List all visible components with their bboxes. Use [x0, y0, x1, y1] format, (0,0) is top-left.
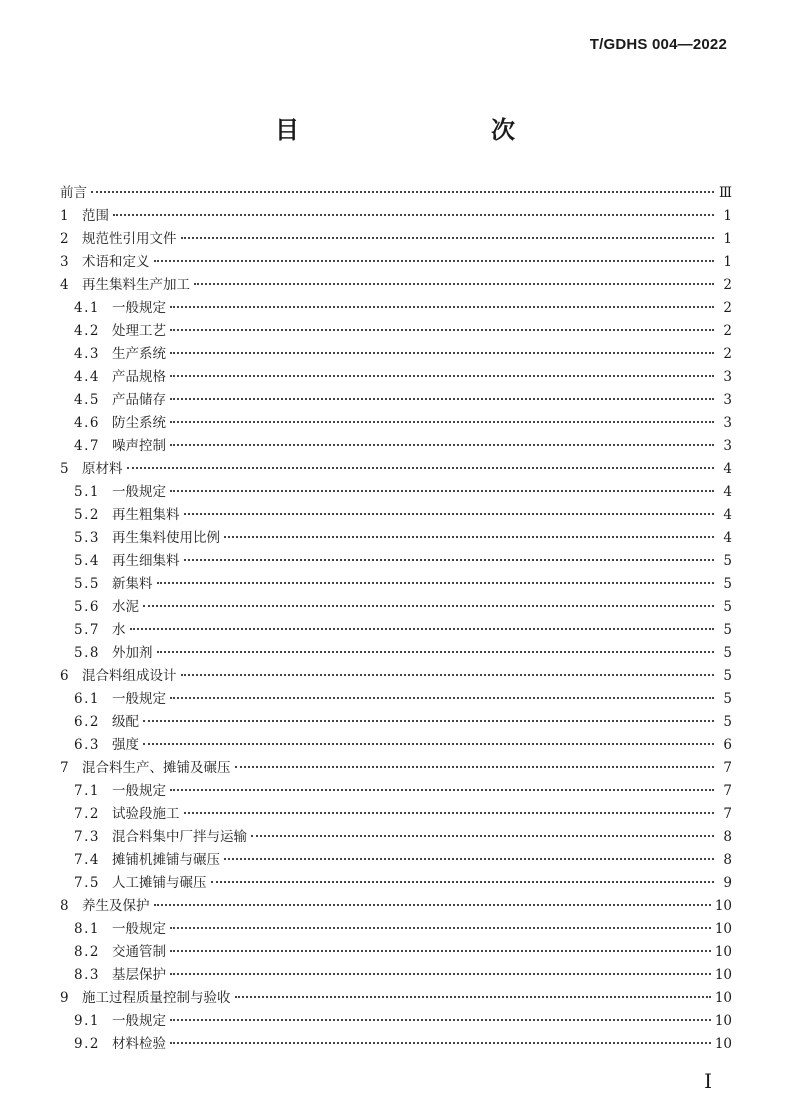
toc-entry-label: 一般规定: [112, 484, 166, 500]
toc-entry[interactable]: [60, 527, 732, 550]
toc-entry-page: 8: [723, 852, 732, 868]
page-number: I: [704, 1069, 712, 1093]
toc-entry[interactable]: [60, 251, 732, 274]
toc-entry-label: 基层保护: [112, 967, 166, 983]
toc-entry[interactable]: [60, 343, 732, 366]
page-title: 目 次: [275, 115, 563, 144]
toc-entry-number: 7.3: [74, 829, 100, 845]
toc-entry-page: 1: [723, 254, 732, 270]
toc-entry-number: 7.2: [74, 806, 100, 822]
toc-entry-page: 4: [723, 530, 732, 546]
toc-dot-leader: [170, 444, 714, 446]
toc-entry-number: 5.1: [74, 484, 100, 500]
toc-dot-leader: [170, 490, 714, 492]
toc-dot-leader: [113, 214, 714, 216]
toc-dot-leader: [194, 283, 714, 285]
toc-entry-page: 2: [723, 346, 732, 362]
toc-entry-page: 1: [723, 208, 732, 224]
toc-entry-page: 3: [723, 438, 732, 454]
toc-dot-leader: [143, 605, 714, 607]
toc-entry-label: 噪声控制: [112, 438, 166, 454]
toc-entry-label: 人工摊铺与碾压: [112, 875, 207, 891]
toc-entry-page: 10: [714, 1036, 732, 1052]
toc-entry-page: 10: [714, 898, 732, 914]
toc-entry-page: 8: [723, 829, 732, 845]
toc-entry-label: 产品规格: [112, 369, 166, 385]
toc-entry[interactable]: [60, 872, 732, 895]
toc-entry-number: 4: [60, 277, 69, 293]
toc-entry-page: 5: [723, 599, 732, 615]
toc-entry[interactable]: [60, 987, 732, 1010]
toc-entry-label: 生产系统: [112, 346, 166, 362]
toc-entry-label: 水: [112, 622, 126, 638]
toc-entry-page: 5: [723, 576, 732, 592]
toc-entry-page: 2: [723, 277, 732, 293]
toc-dot-leader: [91, 191, 714, 193]
toc-dot-leader: [170, 352, 714, 354]
toc-entry[interactable]: [60, 711, 732, 734]
toc-entry-label: 一般规定: [112, 300, 166, 316]
toc-dot-leader: [127, 467, 715, 469]
toc-entry-number: 4.6: [74, 415, 100, 431]
toc-entry-label: 摊铺机摊铺与碾压: [112, 852, 220, 868]
toc-entry-page: 10: [714, 1013, 732, 1029]
toc-entry-label: 材料检验: [112, 1036, 166, 1052]
toc-entry-label: 一般规定: [112, 921, 166, 937]
toc-entry-page: 7: [723, 760, 732, 776]
toc-entry-page: 10: [714, 967, 732, 983]
toc-entry-label: 一般规定: [112, 1013, 166, 1029]
toc-entry-number: 6.2: [74, 714, 100, 730]
toc-entry-label: 试验段施工: [112, 806, 180, 822]
toc-entry-label: 再生细集料: [112, 553, 180, 569]
toc-entry[interactable]: [60, 1033, 732, 1056]
toc-entry-page: 3: [723, 415, 732, 431]
toc-entry-page: 5: [723, 668, 732, 684]
toc-entry[interactable]: [60, 688, 732, 711]
toc-entry-number: 8.1: [74, 921, 100, 937]
toc-entry-page: 1: [723, 231, 732, 247]
toc-entry-number: 4.7: [74, 438, 100, 454]
toc-dot-leader: [170, 973, 711, 975]
toc-entry[interactable]: [60, 573, 732, 596]
toc-dot-leader: [130, 628, 715, 630]
toc-dot-leader: [170, 421, 714, 423]
toc-entry-page: 5: [723, 645, 732, 661]
toc-dot-leader: [157, 582, 715, 584]
toc-entry[interactable]: [60, 803, 732, 826]
toc-entry-label: 混合料集中厂拌与运输: [112, 829, 247, 845]
toc-entry-number: 7.4: [74, 852, 100, 868]
toc-entry[interactable]: [60, 389, 732, 412]
toc-entry-page: 2: [723, 323, 732, 339]
toc-entry-page: 4: [723, 507, 732, 523]
toc-entry-page: 7: [723, 806, 732, 822]
toc-entry-page: 5: [723, 691, 732, 707]
toc-entry-label: 处理工艺: [112, 323, 166, 339]
toc-entry[interactable]: [60, 297, 732, 320]
toc-dot-leader: [211, 881, 715, 883]
toc-entry[interactable]: [60, 849, 732, 872]
toc-entry-number: 8.3: [74, 967, 100, 983]
toc-dot-leader: [170, 329, 714, 331]
toc-dot-leader: [143, 720, 714, 722]
toc-entry[interactable]: [60, 757, 732, 780]
toc-entry-number: 5.5: [74, 576, 100, 592]
toc-entry-label: 前言: [60, 185, 87, 201]
toc-entry[interactable]: [60, 964, 732, 987]
toc-dot-leader: [170, 927, 711, 929]
toc-entry-label: 施工过程质量控制与验收: [82, 990, 231, 1006]
toc-dot-leader: [170, 950, 711, 952]
toc-entry-number: 6.1: [74, 691, 100, 707]
toc-entry[interactable]: [60, 366, 732, 389]
toc-entry-page: 7: [723, 783, 732, 799]
toc-entry-page: 10: [714, 921, 732, 937]
toc-entry-number: 7.1: [74, 783, 100, 799]
toc-dot-leader: [170, 1019, 711, 1021]
toc-dot-leader: [154, 260, 715, 262]
toc-entry[interactable]: [60, 504, 732, 527]
toc-dot-leader: [184, 513, 715, 515]
toc-entry-number: 6: [60, 668, 69, 684]
toc-entry[interactable]: [60, 481, 732, 504]
toc-dot-leader: [235, 766, 715, 768]
toc-dot-leader: [170, 306, 714, 308]
toc-entry[interactable]: [60, 642, 732, 665]
toc-entry-page: 9: [723, 875, 732, 891]
toc-dot-leader: [251, 835, 714, 837]
toc-entry[interactable]: [60, 941, 732, 964]
toc-entry[interactable]: [60, 274, 732, 297]
toc-entry-label: 水泥: [112, 599, 139, 615]
toc-entry[interactable]: [60, 320, 732, 343]
toc-entry[interactable]: [60, 228, 732, 251]
toc-dot-leader: [184, 559, 715, 561]
toc-dot-leader: [143, 743, 714, 745]
toc-entry-number: 8: [60, 898, 69, 914]
toc-entry[interactable]: [60, 550, 732, 573]
toc-entry-number: 5.7: [74, 622, 100, 638]
toc-entry-page: Ⅲ: [718, 185, 732, 201]
toc-entry-number: 5.2: [74, 507, 100, 523]
toc-dot-leader: [154, 904, 711, 906]
toc-dot-leader: [181, 674, 715, 676]
toc-entry[interactable]: [60, 918, 732, 941]
toc-entry-label: 再生集料使用比例: [112, 530, 220, 546]
toc-entry-number: 5.3: [74, 530, 100, 546]
toc-entry-page: 2: [723, 300, 732, 316]
toc-dot-leader: [157, 651, 715, 653]
toc-dot-leader: [184, 812, 715, 814]
toc-entry-number: 6.3: [74, 737, 100, 753]
toc-entry[interactable]: [60, 435, 732, 458]
toc-entry-number: 4.2: [74, 323, 100, 339]
toc-entry[interactable]: [60, 458, 732, 481]
toc-entry-page: 5: [723, 622, 732, 638]
toc-dot-leader: [224, 858, 714, 860]
toc-entry-label: 外加剂: [112, 645, 153, 661]
toc-dot-leader: [224, 536, 714, 538]
toc-entry-page: 5: [723, 714, 732, 730]
toc-entry[interactable]: [60, 412, 732, 435]
toc-entry-label: 再生粗集料: [112, 507, 180, 523]
toc-entry-label: 一般规定: [112, 783, 166, 799]
toc-entry[interactable]: [60, 619, 732, 642]
toc-entry-label: 新集料: [112, 576, 153, 592]
toc-entry-page: 10: [714, 990, 732, 1006]
document-code: T/GDHS 004—2022: [589, 36, 727, 53]
toc-dot-leader: [170, 789, 714, 791]
toc-entry-page: 3: [723, 392, 732, 408]
toc-entry-page: 3: [723, 369, 732, 385]
toc-entry-number: 2: [60, 231, 69, 247]
toc-entry-label: 防尘系统: [112, 415, 166, 431]
toc-entry-label: 级配: [112, 714, 139, 730]
toc-entry[interactable]: [60, 665, 732, 688]
toc-dot-leader: [170, 697, 714, 699]
toc-entry-number: 3: [60, 254, 69, 270]
toc-entry-number: 4.3: [74, 346, 100, 362]
table-of-contents: [60, 182, 732, 1056]
toc-entry-page: 4: [723, 461, 732, 477]
toc-entry-number: 5.8: [74, 645, 100, 661]
toc-entry-label: 原材料: [82, 461, 123, 477]
toc-entry-number: 4.5: [74, 392, 100, 408]
toc-entry-number: 9.1: [74, 1013, 100, 1029]
toc-entry-number: 9: [60, 990, 69, 1006]
toc-entry-page: 6: [723, 737, 732, 753]
toc-entry-number: 4.4: [74, 369, 100, 385]
toc-entry-label: 产品储存: [112, 392, 166, 408]
toc-entry-number: 5: [60, 461, 69, 477]
toc-dot-leader: [235, 996, 711, 998]
toc-entry-number: 7.5: [74, 875, 100, 891]
toc-entry-label: 范围: [82, 208, 109, 224]
toc-dot-leader: [181, 237, 715, 239]
toc-entry-page: 5: [723, 553, 732, 569]
toc-entry-number: 1: [60, 208, 69, 224]
toc-entry-label: 规范性引用文件: [82, 231, 177, 247]
toc-dot-leader: [170, 375, 714, 377]
toc-entry-number: 8.2: [74, 944, 100, 960]
toc-dot-leader: [170, 398, 714, 400]
toc-entry[interactable]: [60, 182, 732, 205]
toc-dot-leader: [170, 1042, 711, 1044]
toc-entry-label: 术语和定义: [82, 254, 150, 270]
toc-entry-label: 交通管制: [112, 944, 166, 960]
toc-entry-number: 5.4: [74, 553, 100, 569]
toc-entry[interactable]: [60, 205, 732, 228]
toc-entry-label: 混合料组成设计: [82, 668, 177, 684]
toc-entry[interactable]: [60, 895, 732, 918]
toc-entry-label: 一般规定: [112, 691, 166, 707]
toc-entry-number: 9.2: [74, 1036, 100, 1052]
toc-entry-page: 4: [723, 484, 732, 500]
toc-entry-number: 5.6: [74, 599, 100, 615]
toc-entry[interactable]: [60, 780, 732, 803]
toc-entry-label: 再生集料生产加工: [82, 277, 190, 293]
toc-entry-label: 养生及保护: [82, 898, 150, 914]
toc-entry-number: 4.1: [74, 300, 100, 316]
toc-entry[interactable]: [60, 826, 732, 849]
toc-entry-label: 强度: [112, 737, 139, 753]
toc-entry[interactable]: [60, 596, 732, 619]
toc-entry-label: 混合料生产、摊铺及碾压: [82, 760, 231, 776]
toc-entry[interactable]: [60, 734, 732, 757]
toc-entry[interactable]: [60, 1010, 732, 1033]
toc-entry-number: 7: [60, 760, 69, 776]
toc-entry-page: 10: [714, 944, 732, 960]
